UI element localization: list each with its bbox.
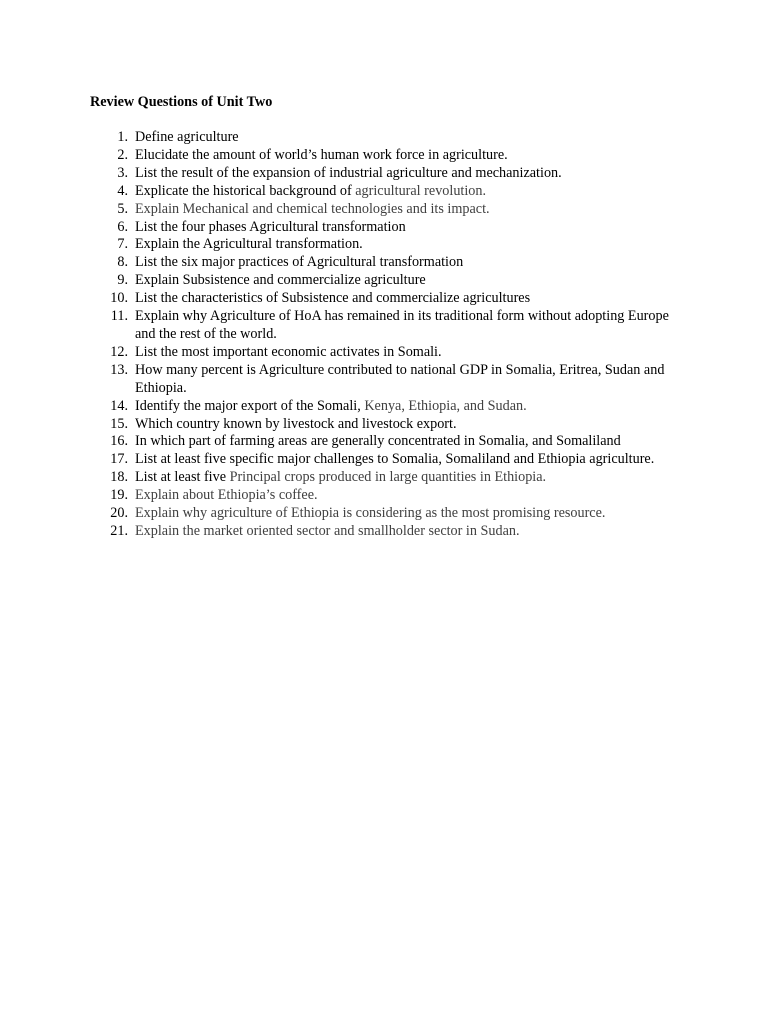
text-segment: Explain why Agriculture of HoA has remained in its traditional form without adopting Europe and the rest of the world. <box>135 308 669 342</box>
list-item <box>0 487 685 505</box>
text-segment: List the most important economic activates in Somali. <box>135 343 442 360</box>
list-item-number: 12. <box>110 343 128 360</box>
text-segment: List the six major practices of Agricultural transformation <box>135 254 464 271</box>
text-segment: Explain Mechanical and chemical technologies and its impact. <box>135 200 490 217</box>
text-segment: Explain why agriculture of Ethiopia is considering as the most promising resource. <box>135 505 606 522</box>
list-item-number: 5. <box>117 200 128 217</box>
text-segment: Elucidate the amount of world’s human work force in agriculture. <box>135 146 508 163</box>
list-item-text <box>135 398 527 414</box>
list-item-text <box>135 183 486 199</box>
list-item-text <box>135 272 426 288</box>
list-item-number: 8. <box>117 254 128 271</box>
list-item-text <box>135 254 463 270</box>
list-item-number: 4. <box>117 182 128 199</box>
text-segment: List at least five <box>135 469 230 486</box>
list-item-text <box>135 451 654 467</box>
list-item <box>0 308 685 344</box>
text-segment: Kenya, Ethiopia, and Sudan. <box>364 397 527 414</box>
list-item-number: 20. <box>110 505 128 522</box>
list-item-number: 19. <box>110 487 128 504</box>
list-item-number: 1. <box>117 129 128 145</box>
text-segment: Principal crops produced in large quantities in Ethiopia. <box>229 469 547 486</box>
list-item-text <box>135 523 520 539</box>
list-item <box>0 165 685 183</box>
list-item-text <box>135 165 562 181</box>
list-item-text <box>135 219 406 235</box>
list-item-text <box>135 236 363 252</box>
list-item-number: 15. <box>110 415 128 432</box>
text-segment: List the result of the expansion of industrial agriculture and mechanization. <box>135 164 562 181</box>
text-segment: List the four phases Agricultural transformation <box>135 218 406 235</box>
list-item-text <box>135 416 457 432</box>
list-item-text <box>135 147 508 163</box>
text-segment: List the characteristics of Subsistence and commercialize agricultures <box>135 290 531 307</box>
list-item-text <box>135 469 546 485</box>
list-item-text <box>135 344 442 360</box>
list-item-number: 21. <box>110 522 128 539</box>
list-item-text <box>135 487 318 503</box>
list-item-number: 13. <box>110 361 128 378</box>
text-segment: agricultural revolution. <box>355 182 487 199</box>
list-item-number: 2. <box>117 146 128 163</box>
list-item <box>0 219 685 237</box>
list-item-number: 17. <box>110 451 128 468</box>
text-segment: Which country known by livestock and livestock export. <box>135 415 457 432</box>
list-item-number: 16. <box>110 433 128 450</box>
text-segment: In which part of farming areas are generally concentrated in Somalia, and Somaliland <box>135 433 621 450</box>
list-item-text <box>135 362 664 396</box>
list-item-text <box>135 308 669 342</box>
text-segment: Define agriculture <box>135 129 239 145</box>
page-heading: Review Questions of Unit Two <box>90 94 273 110</box>
list-item <box>0 398 685 416</box>
question-list <box>0 129 768 541</box>
list-item-number: 14. <box>110 397 128 414</box>
list-item-number: 9. <box>117 272 128 289</box>
list-item <box>0 433 685 451</box>
list-item <box>0 290 685 308</box>
list-item-number: 11. <box>110 308 128 325</box>
list-item <box>0 451 685 469</box>
list-item-number: 10. <box>110 290 128 307</box>
text-segment: Explain the market oriented sector and smallholder sector in Sudan. <box>135 522 520 539</box>
text-segment: Identify the major export of the Somali, <box>135 397 365 414</box>
text-segment: Explain Subsistence and commercialize agriculture <box>135 272 426 289</box>
text-segment: Explain the Agricultural transformation. <box>135 236 363 253</box>
list-item-number: 18. <box>110 469 128 486</box>
text-segment: How many percent is Agriculture contributed to national GDP in Somalia, Eritrea, Sudan and Ethiopia. <box>135 361 665 396</box>
list-item-number: 3. <box>117 164 128 181</box>
text-segment: Explicate the historical background of <box>135 182 356 199</box>
list-item-number: 7. <box>117 236 128 253</box>
list-item <box>0 147 685 165</box>
list-item-text <box>135 201 490 217</box>
list-item-text <box>135 505 605 521</box>
list-item <box>0 129 685 147</box>
text-segment: List at least five specific major challenges to Somalia, Somaliland and Ethiopia agriculture. <box>135 451 655 468</box>
list-item <box>0 183 685 201</box>
list-item <box>0 344 685 362</box>
list-item-text <box>135 129 239 145</box>
list-item <box>0 469 685 487</box>
list-item <box>0 201 685 219</box>
list-item <box>0 272 685 290</box>
list-item-number: 6. <box>117 218 128 235</box>
list-item-text <box>135 433 621 449</box>
list-item <box>0 254 685 272</box>
list-item-text <box>135 290 530 306</box>
list-item <box>0 362 685 398</box>
list-item <box>0 505 685 523</box>
text-segment: Explain about Ethiopia’s coffee. <box>135 487 318 504</box>
list-item <box>0 416 685 434</box>
list-item <box>0 236 685 254</box>
list-item <box>0 523 685 541</box>
